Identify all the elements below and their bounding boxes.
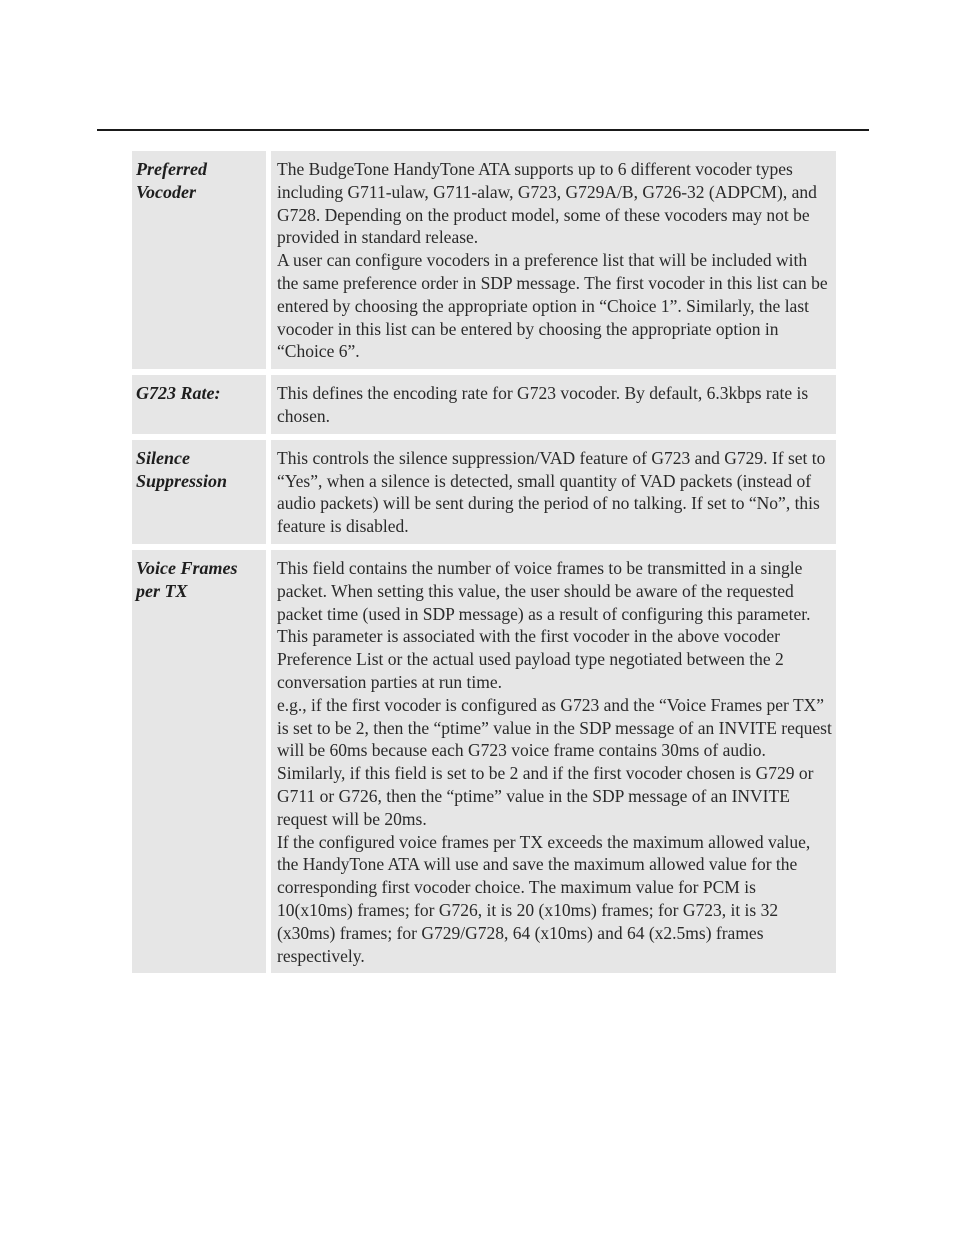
description-paragraph: This controls the silence suppression/VAD feature of G723 and G729. If set to “Yes”, when a silence is detected, small quantity of VAD packets (instead of audio packets) will be sent during the period of no talking. If set to “No”, this feature is disabled. bbox=[277, 447, 826, 537]
description-paragraph: A user can configure vocoders in a preference list that will be included with the same preference order in SDP message. The first vocoder in this list can be entered by choosing the appropriate option in “Choice 1”. Similarly, the last vocoder in this list can be entered by choosing the appropriate option in “Choice 6”. bbox=[277, 250, 828, 362]
parameter-description bbox=[271, 550, 836, 973]
description-paragraph: e.g., if the first vocoder is configured as G723 and the “Voice Frames per TX” is set to be 2, then the “ptime” value in the SDP message of an INVITE request will be 60ms because each G723 voice frame contains 30ms of audio. Similarly, if this field is set to be 2 and if the first vocoder chosen is G729 or G711 or G726, then the “ptime” value in the SDP message of an INVITE request will be 20ms. bbox=[277, 694, 832, 829]
parameter-table bbox=[132, 151, 836, 973]
header-rule bbox=[97, 129, 869, 131]
parameter-name: Preferred Vocoder bbox=[132, 151, 266, 369]
parameter-description bbox=[271, 375, 836, 434]
table-row-preferred-vocoder bbox=[132, 151, 836, 369]
parameter-description bbox=[271, 151, 836, 369]
description-paragraph: If the configured voice frames per TX exceeds the maximum allowed value, the HandyTone ATA will use and save the maximum allowed value for the corresponding first vocoder choice. The maximum value for PCM is 10(x10ms) frames; for G726, it is 20 (x10ms) frames; for G723, it is 32 (x30ms) frames; for G729/G728, 64 (x10ms) and 64 (x2.5ms) frames respectively. bbox=[277, 831, 811, 966]
parameter-description bbox=[271, 440, 836, 544]
description-paragraph: This field contains the number of voice frames to be transmitted in a single packet. When setting this value, the user should be aware of the requested packet time (used in SDP message) as a result of configuring this parameter. This parameter is associated with the first vocoder in the above vocoder Preference List or the actual used payload type negotiated between the 2 conversation parties at run time. bbox=[277, 557, 811, 692]
table-row-silence-suppression bbox=[132, 440, 836, 544]
parameter-name: G723 Rate: bbox=[132, 375, 266, 434]
table-row-g723-rate bbox=[132, 375, 836, 434]
table-row-voice-frames-per-tx bbox=[132, 550, 836, 973]
parameter-name: Silence Suppression bbox=[132, 440, 266, 544]
description-paragraph: This defines the encoding rate for G723 vocoder. By default, 6.3kbps rate is chosen. bbox=[277, 383, 809, 426]
parameter-name: Voice Frames per TX bbox=[132, 550, 266, 973]
description-paragraph: The BudgeTone HandyTone ATA supports up to 6 different vocoder types including G711-ulaw, G711-alaw, G723, G729A/B, G726-32 (ADPCM), and G728. Depending on the product model, some of these vocoders may not be provided in standard release. bbox=[277, 159, 817, 248]
